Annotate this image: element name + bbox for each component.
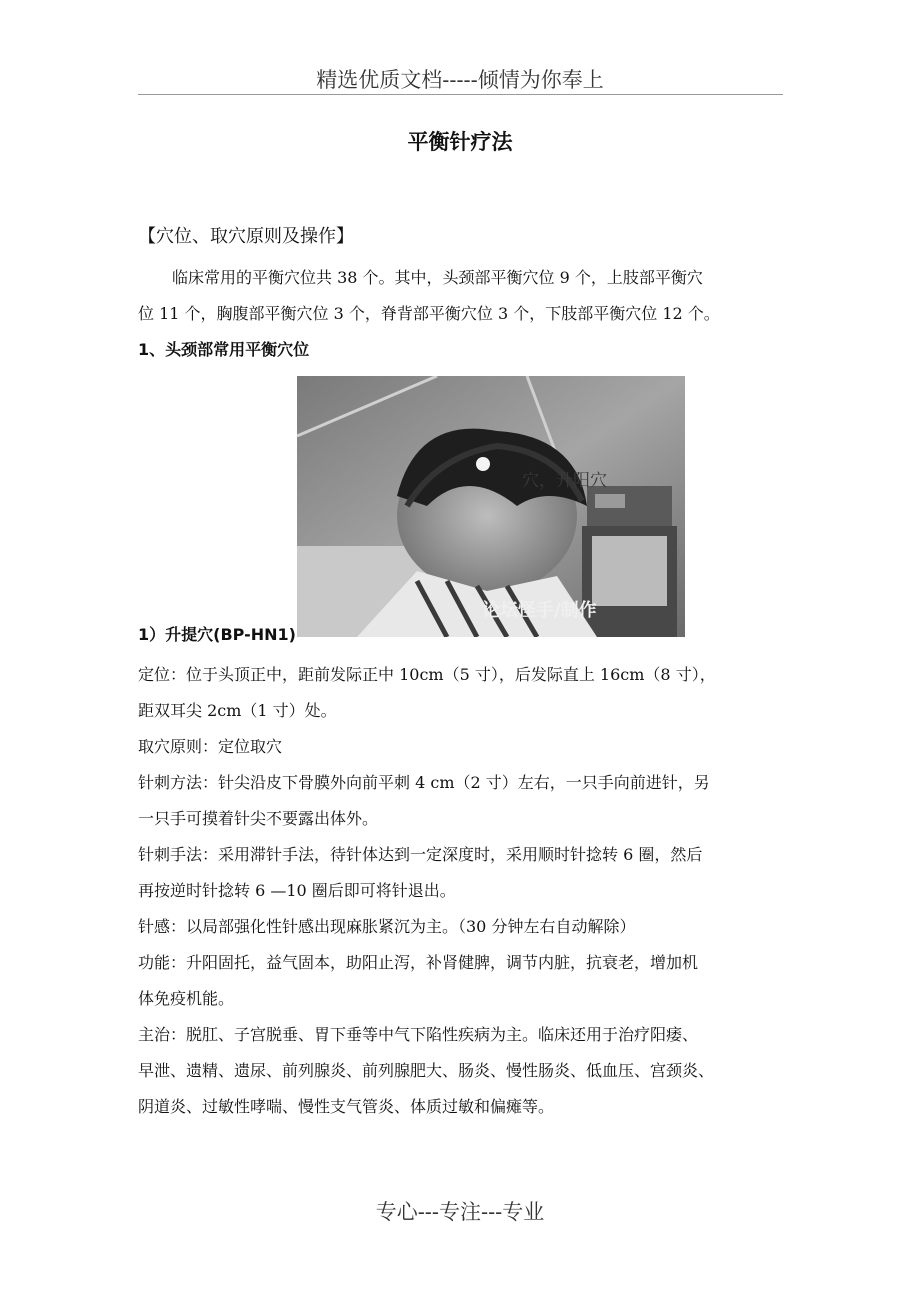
location-line-1: 定位：位于头顶正中，距前发际正中 10cm（5 寸），后发际直上 16cm（8 寸）， <box>138 665 716 684</box>
needling-technique-line-1: 针刺手法：采用滞针手法，待针体达到一定深度时，采用顺时针捻转 6 圈，然后 <box>138 845 703 864</box>
needling-method-line-1: 针刺方法：针尖沿皮下骨膜外向前平刺 4 cm（2 寸）左右，一只手向前进针，另 <box>138 773 710 792</box>
subheading-head-neck: 1、头颈部常用平衡穴位 <box>138 340 310 359</box>
document-title: 平衡针疗法 <box>407 130 513 154</box>
point-title: 1）升提穴(BP-HN1) <box>138 625 296 644</box>
acupoint-photo <box>297 376 685 637</box>
intro-line-1: 临床常用的平衡穴位共 38 个。其中，头颈部平衡穴位 9 个，上肢部平衡穴 <box>172 268 703 287</box>
needling-technique-line-2: 再按逆时针捻转 6 —10 圈后即可将针退出。 <box>138 881 456 900</box>
function-line-2: 体免疫机能。 <box>138 989 235 1008</box>
header-divider <box>138 94 783 95</box>
location-line-2: 距双耳尖 2cm（1 寸）处。 <box>138 701 337 720</box>
photo-watermark: 论坛怪手/制作 <box>482 600 597 621</box>
indication-line-3: 阴道炎、过敏性哮喘、慢性支气管炎、体质过敏和偏瘫等。 <box>138 1097 555 1116</box>
function-line-1: 功能：升阳固托，益气固本，助阳止泻，补肾健脾，调节内脏，抗衰老，增加机 <box>138 953 699 972</box>
photo-overlay-text: 穴，升阳穴 <box>522 471 607 491</box>
needle-sensation-line: 针感：以局部强化性针感出现麻胀紧沉为主。（30 分钟左右自动解除） <box>138 917 636 936</box>
page-header: 精选优质文档-----倾情为你奉上 <box>316 68 604 92</box>
intro-line-2: 位 11 个，胸腹部平衡穴位 3 个，脊背部平衡穴位 3 个，下肢部平衡穴位 12 个。 <box>138 304 720 323</box>
principle-line: 取穴原则：定位取穴 <box>138 737 283 756</box>
page-footer: 专心---专注---专业 <box>375 1200 545 1224</box>
acupoint-marker-icon <box>476 457 490 471</box>
section-heading: 【穴位、取穴原则及操作】 <box>138 226 354 247</box>
indication-line-1: 主治：脱肛、子宫脱垂、胃下垂等中气下陷性疾病为主。临床还用于治疗阳痿、 <box>138 1025 699 1044</box>
indication-line-2: 早泄、遗精、遗尿、前列腺炎、前列腺肥大、肠炎、慢性肠炎、低血压、宫颈炎、 <box>138 1061 715 1080</box>
needling-method-line-2: 一只手可摸着针尖不要露出体外。 <box>138 809 379 828</box>
